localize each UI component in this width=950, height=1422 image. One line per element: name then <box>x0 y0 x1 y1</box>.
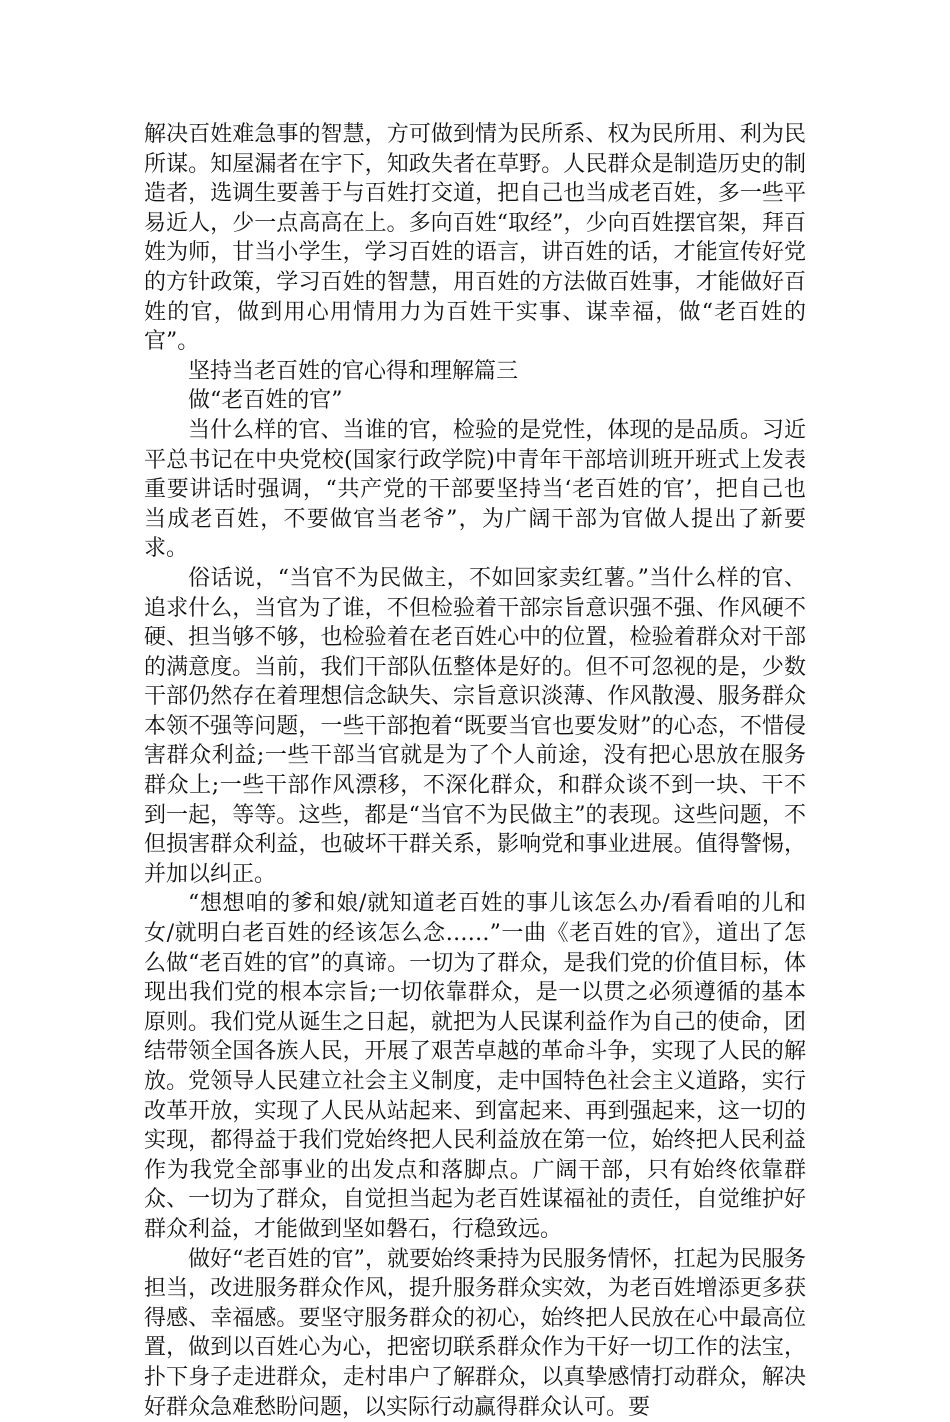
paragraph: 俗话说，“当官不为民做主，不如回家卖红薯。”当什么样的官、追求什么，当官为了谁，不但检验着干部宗旨意识强不强、作风硬不硬、担当够不够，也检验着在老百姓心中的位置，检验着群众对干部的满意度。当前，我们干部队伍整体是好的。但不可忽视的是，少数干部仍然存在着理想信念缺失、宗旨意识淡薄、作风散漫、服务群众本领不强等问题，一些干部抱着“既要当官也要发财”的心态，不惜侵害群众利益;一些干部当官就是为了个人前途，没有把心思放在服务群众上;一些干部作风漂移，不深化群众，和群众谈不到一块、干不到一起，等等。这些，都是“当官不为民做主”的表现。这些问题，不但损害群众利益，也破坏干群关系，影响党和事业进展。值得警惕，并加以纠正。 <box>144 565 806 887</box>
paragraph-continued: 解决百姓难急事的智慧，方可做到情为民所系、权为民所用、利为民所谋。知屋漏者在宇下，知政失者在草野。人民群众是制造历史的制造者，选调生要善于与百姓打交道，把自己也当成老百姓，多一些平易近人，少一点高高在上。多向百姓“取经”，少向百姓摆官架，拜百姓为师，甘当小学生，学习百姓的语言，讲百姓的话，才能宣传好党的方针政策，学习百姓的智慧，用百姓的方法做百姓事，才能做好百姓的官，做到用心用情用力为百姓干实事、谋幸福，做“老百姓的官”。 <box>144 122 806 355</box>
document-body <box>144 120 806 1422</box>
paragraph: “想想咱的爹和娘/就知道老百姓的事儿该怎么办/看看咱的儿和女/就明白老百姓的经该怎么念……”一曲《老百姓的官》，道出了怎么做“老百姓的官”的真谛。一切为了群众，是我们党的价值目标，体现出我们党的根本宗旨;一切依靠群众，是一以贯之必须遵循的基本原则。我们党从诞生之日起，就把为人民谋利益作为自己的使命，团结带领全国各族人民，开展了艰苦卓越的革命斗争，实现了人民的解放。党领导人民建立社会主义制度，走中国特色社会主义道路，实行改革开放，实现了人民从站起来、到富起来、再到强起来，这一切的实现，都得益于我们党始终把人民利益放在第一位，始终把人民利益作为我党全部事业的出发点和落脚点。广阔干部，只有始终依靠群众、一切为了群众，自觉担当起为老百姓谋福祉的责任，自觉维护好群众利益，才能做到坚如磐石，行稳致远。 <box>144 891 806 1242</box>
article-title: 做“老百姓的官” <box>188 388 343 414</box>
paragraph: 做好“老百姓的官”，就要始终秉持为民服务情怀，扛起为民服务担当，改进服务群众作风，提升服务群众实效，为老百姓增添更多获得感、幸福感。要坚守服务群众的初心，始终把人民放在心中最高位置，做到以百姓心为心，把密切联系群众作为干好一切工作的法宝，扑下身子走进群众，走村串户了解群众，以真挚感情打动群众，解决好群众急难愁盼问题，以实际行动赢得群众认可。要 <box>144 1246 806 1420</box>
section-heading: 坚持当老百姓的官心得和理解篇三 <box>188 358 519 384</box>
paragraph: 当什么样的官、当谁的官，检验的是党性，体现的是品质。习近平总书记在中央党校(国家行政学院)中青年干部培训班开班式上发表重要讲话时强调，“共产党的干部要坚持当‘老百姓的官’，把自己也当成老百姓，不要做官当老爷”，为广阔干部为官做人提出了新要求。 <box>144 417 806 562</box>
